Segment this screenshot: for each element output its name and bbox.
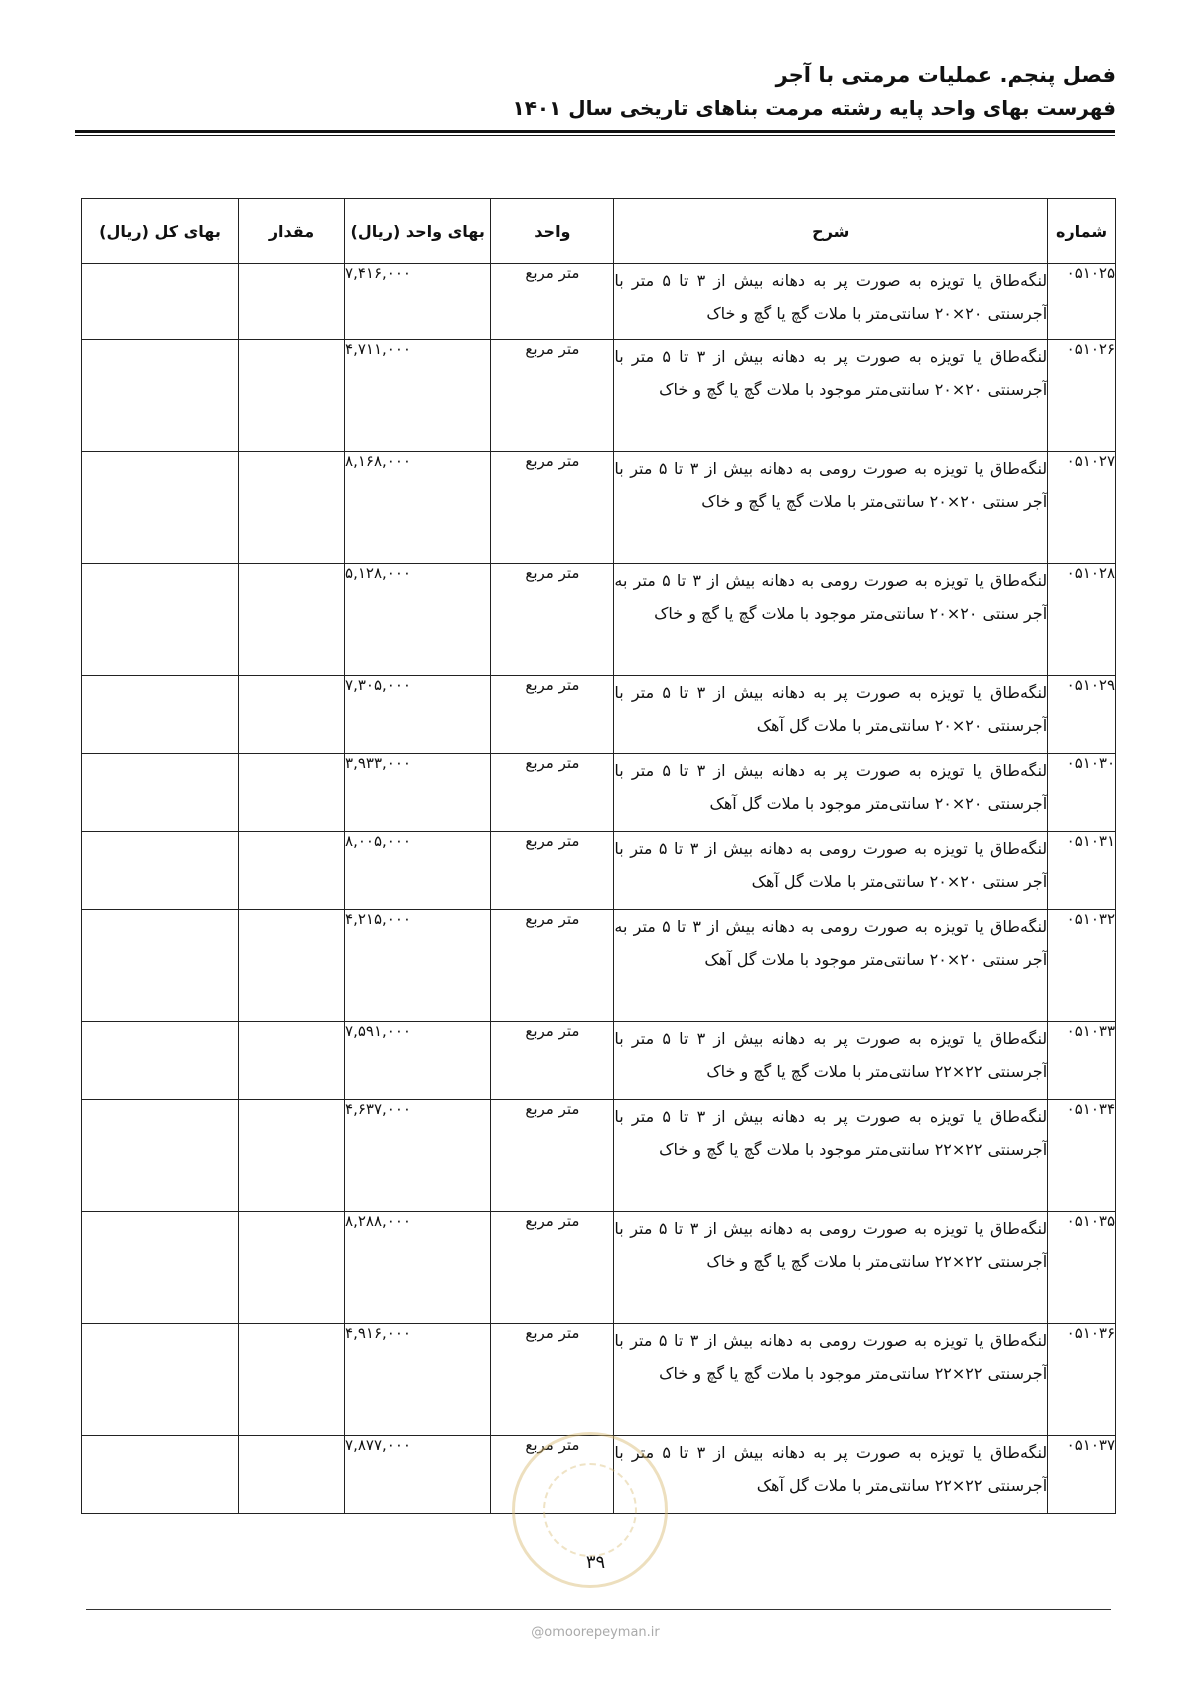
row-total-price [82, 1212, 239, 1324]
table-row [82, 1022, 1116, 1100]
row-code: ۰۵۱۰۳۶ [1048, 1324, 1116, 1436]
table-row [82, 264, 1116, 340]
row-quantity [239, 832, 345, 910]
row-unit: متر مربع [491, 754, 614, 832]
row-unit: متر مربع [491, 264, 614, 340]
header-unit-price: بهای واحد (ریال) [345, 199, 491, 264]
row-quantity [239, 754, 345, 832]
row-total-price [82, 676, 239, 754]
table-row [82, 340, 1116, 452]
row-total-price [82, 1022, 239, 1100]
row-description: لنگه‌طاق یا تویزه به صورت پر به دهانه بیش از ۳ تا ۵ متر با آجرسنتی ۲۰×۲۰ سانتی‌متر موجود با ملات گچ یا گچ و خاک [614, 340, 1048, 452]
row-description: لنگه‌طاق یا تویزه به صورت پر به دهانه بیش از ۳ تا ۵ متر با آجرسنتی ۲۲×۲۲ سانتی‌متر با ملات گل آهک [614, 1436, 1048, 1514]
row-quantity [239, 1022, 345, 1100]
row-quantity [239, 910, 345, 1022]
row-description: لنگه‌طاق یا تویزه به صورت پر به دهانه بیش از ۳ تا ۵ متر با آجرسنتی ۲۲×۲۲ سانتی‌متر موجود با ملات گچ یا گچ و خاک [614, 1100, 1048, 1212]
row-unit: متر مربع [491, 564, 614, 676]
table-row [82, 754, 1116, 832]
page-number: ۳۹ [585, 1552, 606, 1573]
row-unit-price: ۵,۱۲۸,۰۰۰ [345, 564, 491, 676]
row-total-price [82, 1100, 239, 1212]
row-code: ۰۵۱۰۳۱ [1048, 832, 1116, 910]
row-unit-price: ۴,۹۱۶,۰۰۰ [345, 1324, 491, 1436]
row-code: ۰۵۱۰۳۵ [1048, 1212, 1116, 1324]
row-code: ۰۵۱۰۲۷ [1048, 452, 1116, 564]
row-code: ۰۵۱۰۳۳ [1048, 1022, 1116, 1100]
row-description: لنگه‌طاق یا تویزه به صورت رومی به دهانه بیش از ۳ تا ۵ متر با آجرسنتی ۲۲×۲۲ سانتی‌متر موجود با ملات گچ یا گچ و خاک [614, 1324, 1048, 1436]
row-quantity [239, 1212, 345, 1324]
price-list-table [81, 198, 1116, 1514]
row-description: لنگه‌طاق یا تویزه به صورت پر به دهانه بیش از ۳ تا ۵ متر با آجرسنتی ۲۰×۲۰ سانتی‌متر با ملات گل آهک [614, 676, 1048, 754]
row-code: ۰۵۱۰۳۰ [1048, 754, 1116, 832]
row-code: ۰۵۱۰۲۵ [1048, 264, 1116, 340]
row-code: ۰۵۱۰۲۹ [1048, 676, 1116, 754]
document-subtitle: فهرست بهای واحد پایه رشته مرمت بناهای تاریخی سال ۱۴۰۱ [512, 96, 1116, 120]
row-unit: متر مربع [491, 452, 614, 564]
row-total-price [82, 910, 239, 1022]
table-header-row [82, 199, 1116, 264]
row-total-price [82, 564, 239, 676]
header-quantity: مقدار [239, 199, 345, 264]
row-unit-price: ۴,۶۳۷,۰۰۰ [345, 1100, 491, 1212]
row-quantity [239, 1324, 345, 1436]
table-row [82, 1324, 1116, 1436]
table-row [82, 1100, 1116, 1212]
row-unit-price: ۷,۳۰۵,۰۰۰ [345, 676, 491, 754]
website-watermark: @omoorepeyman.ir [531, 1625, 660, 1640]
row-description: لنگه‌طاق یا تویزه به صورت رومی به دهانه بیش از ۳ تا ۵ متر با آجر سنتی ۲۰×۲۰ سانتی‌متر با ملات گل آهک [614, 832, 1048, 910]
row-total-price [82, 452, 239, 564]
row-total-price [82, 264, 239, 340]
row-unit: متر مربع [491, 1436, 614, 1514]
row-description: لنگه‌طاق یا تویزه به صورت رومی به دهانه بیش از ۳ تا ۵ متر با آجر سنتی ۲۰×۲۰ سانتی‌متر با ملات گچ یا گچ و خاک [614, 452, 1048, 564]
page-header [76, 58, 1116, 124]
row-description: لنگه‌طاق یا تویزه به صورت رومی به دهانه بیش از ۳ تا ۵ متر به آجر سنتی ۲۰×۲۰ سانتی‌متر موجود با ملات گچ یا گچ و خاک [614, 564, 1048, 676]
row-code: ۰۵۱۰۲۶ [1048, 340, 1116, 452]
row-quantity [239, 264, 345, 340]
row-unit-price: ۴,۲۱۵,۰۰۰ [345, 910, 491, 1022]
footer-rule [86, 1609, 1111, 1610]
row-quantity [239, 564, 345, 676]
row-quantity [239, 676, 345, 754]
header-code: شماره [1048, 199, 1116, 264]
header-rule-thin [75, 135, 1115, 136]
row-description: لنگه‌طاق یا تویزه به صورت رومی به دهانه بیش از ۳ تا ۵ متر به آجر سنتی ۲۰×۲۰ سانتی‌متر موجود با ملات گل آهک [614, 910, 1048, 1022]
row-quantity [239, 452, 345, 564]
row-unit-price: ۸,۱۶۸,۰۰۰ [345, 452, 491, 564]
row-unit-price: ۷,۸۷۷,۰۰۰ [345, 1436, 491, 1514]
row-description: لنگه‌طاق یا تویزه به صورت پر به دهانه بیش از ۳ تا ۵ متر با آجرسنتی ۲۰×۲۰ سانتی‌متر با ملات گچ یا گچ و خاک [614, 264, 1048, 340]
row-code: ۰۵۱۰۳۴ [1048, 1100, 1116, 1212]
row-unit: متر مربع [491, 910, 614, 1022]
row-quantity [239, 1436, 345, 1514]
table-row [82, 1212, 1116, 1324]
row-unit: متر مربع [491, 1212, 614, 1324]
row-unit-price: ۸,۰۰۵,۰۰۰ [345, 832, 491, 910]
header-total-price: بهای کل (ریال) [82, 199, 239, 264]
row-code: ۰۵۱۰۳۷ [1048, 1436, 1116, 1514]
chapter-title: فصل پنجم. عملیات مرمتی با آجر [775, 63, 1116, 87]
row-unit-price: ۷,۴۱۶,۰۰۰ [345, 264, 491, 340]
row-total-price [82, 754, 239, 832]
row-unit: متر مربع [491, 1100, 614, 1212]
row-total-price [82, 1436, 239, 1514]
header-unit: واحد [491, 199, 614, 264]
row-description: لنگه‌طاق یا تویزه به صورت پر به دهانه بیش از ۳ تا ۵ متر با آجرسنتی ۲۰×۲۰ سانتی‌متر موجود با ملات گل آهک [614, 754, 1048, 832]
row-code: ۰۵۱۰۳۲ [1048, 910, 1116, 1022]
row-unit: متر مربع [491, 340, 614, 452]
row-description: لنگه‌طاق یا تویزه به صورت پر به دهانه بیش از ۳ تا ۵ متر با آجرسنتی ۲۲×۲۲ سانتی‌متر با ملات گچ یا گچ و خاک [614, 1022, 1048, 1100]
table-row [82, 564, 1116, 676]
row-unit-price: ۳,۹۳۳,۰۰۰ [345, 754, 491, 832]
row-unit-price: ۸,۲۸۸,۰۰۰ [345, 1212, 491, 1324]
row-quantity [239, 1100, 345, 1212]
table-row [82, 452, 1116, 564]
table-row [82, 910, 1116, 1022]
header-rule-thick [75, 130, 1115, 133]
row-code: ۰۵۱۰۲۸ [1048, 564, 1116, 676]
row-total-price [82, 1324, 239, 1436]
row-unit: متر مربع [491, 676, 614, 754]
table-row [82, 832, 1116, 910]
row-description: لنگه‌طاق یا تویزه به صورت رومی به دهانه بیش از ۳ تا ۵ متر با آجرسنتی ۲۲×۲۲ سانتی‌متر با ملات گچ یا گچ و خاک [614, 1212, 1048, 1324]
row-unit-price: ۷,۵۹۱,۰۰۰ [345, 1022, 491, 1100]
table-row [82, 676, 1116, 754]
row-unit-price: ۴,۷۱۱,۰۰۰ [345, 340, 491, 452]
row-unit: متر مربع [491, 1324, 614, 1436]
row-unit: متر مربع [491, 1022, 614, 1100]
row-total-price [82, 340, 239, 452]
header-description: شرح [614, 199, 1048, 264]
row-unit: متر مربع [491, 832, 614, 910]
row-quantity [239, 340, 345, 452]
row-total-price [82, 832, 239, 910]
